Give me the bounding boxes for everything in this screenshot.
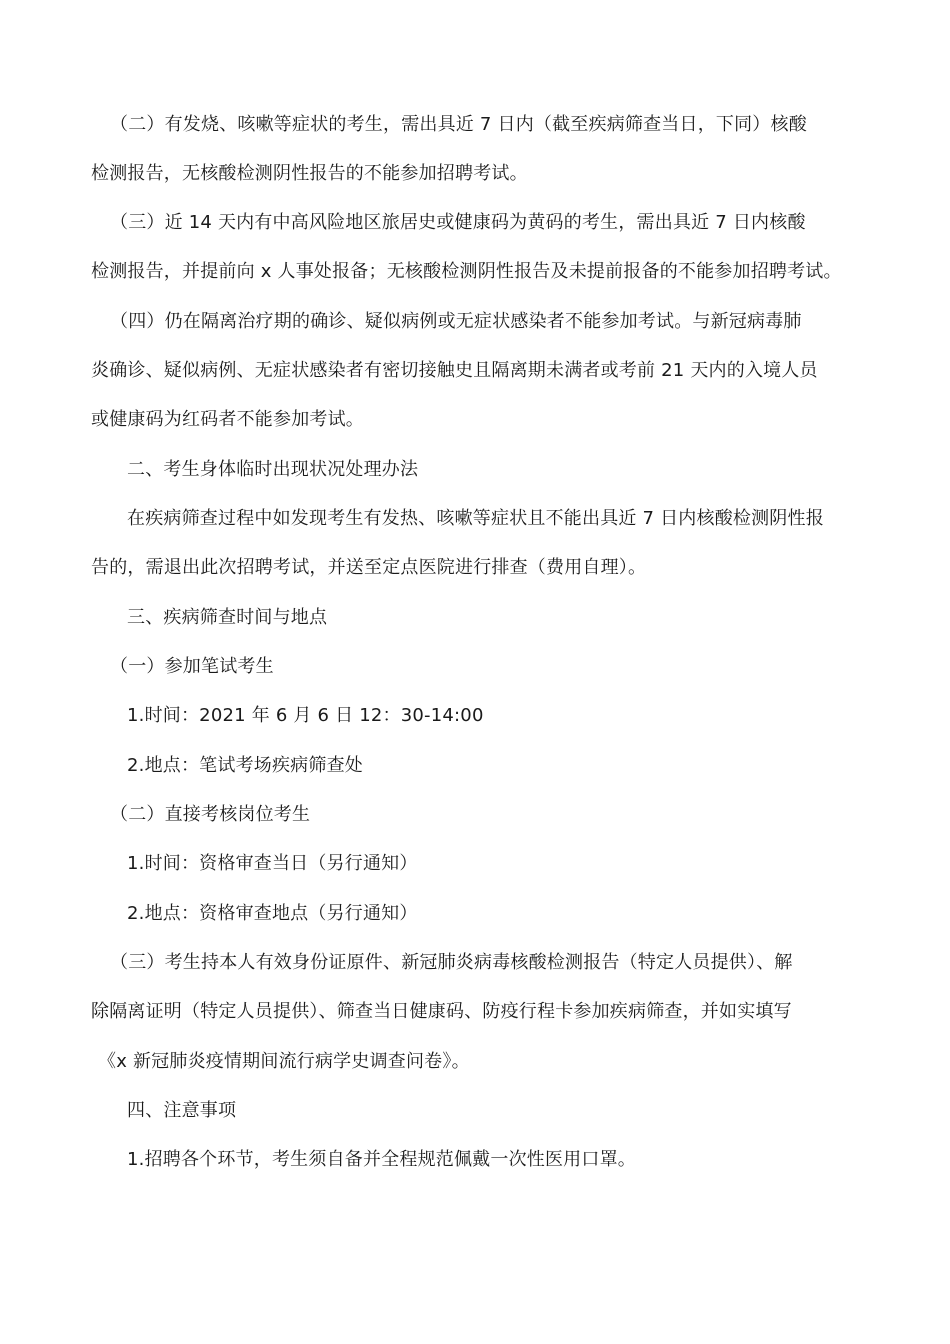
list-item: 2.地点：笔试考场疾病筛查处 [127, 755, 363, 776]
list-item: 1.时间：2021 年 6 月 6 日 12：30-14:00 [127, 705, 484, 726]
paragraph-line: 检测报告，并提前向 x 人事处报备；无核酸检测阴性报告及未提前报备的不能参加招聘考试。 [91, 261, 842, 282]
paragraph-line: （二）有发烧、咳嗽等症状的考生，需出具近 7 日内（截至疾病筛查当日，下同）核酸 [110, 114, 807, 135]
section-heading: 二、考生身体临时出现状况处理办法 [127, 459, 419, 480]
section-heading: 四、注意事项 [127, 1100, 237, 1121]
paragraph-line: （四）仍在隔离治疗期的确诊、疑似病例或无症状感染者不能参加考试。与新冠病毒肺 [110, 311, 802, 332]
section-heading: 三、疾病筛查时间与地点 [127, 607, 328, 628]
paragraph-line: 或健康码为红码者不能参加考试。 [91, 409, 364, 430]
paragraph-line: （三）考生持本人有效身份证原件、新冠肺炎病毒核酸检测报告（特定人员提供）、解 [110, 952, 793, 973]
list-item: 1.时间：资格审查当日（另行通知） [127, 853, 418, 874]
list-item: 2.地点：资格审查地点（另行通知） [127, 903, 418, 924]
paragraph-line: 检测报告，无核酸检测阴性报告的不能参加招聘考试。 [91, 163, 528, 184]
subsection-heading: （一）参加笔试考生 [110, 656, 274, 677]
paragraph-line: 除隔离证明（特定人员提供）、筛查当日健康码、防疫行程卡参加疾病筛查，并如实填写 [91, 1001, 792, 1022]
paragraph-line: 《x 新冠肺炎疫情期间流行病学史调查问卷》。 [98, 1051, 470, 1072]
paragraph-line: （三）近 14 天内有中高风险地区旅居史或健康码为黄码的考生，需出具近 7 日内核酸 [110, 212, 806, 233]
paragraph-line: 炎确诊、疑似病例、无症状感染者有密切接触史且隔离期未满者或考前 21 天内的入境人员 [91, 360, 818, 381]
paragraph-line: 在疾病筛查过程中如发现考生有发热、咳嗽等症状且不能出具近 7 日内核酸检测阴性报 [127, 508, 824, 529]
subsection-heading: （二）直接考核岗位考生 [110, 804, 311, 825]
list-item: 1.招聘各个环节，考生须自备并全程规范佩戴一次性医用口罩。 [127, 1149, 636, 1170]
paragraph-line: 告的，需退出此次招聘考试，并送至定点医院进行排查（费用自理）。 [91, 557, 647, 578]
